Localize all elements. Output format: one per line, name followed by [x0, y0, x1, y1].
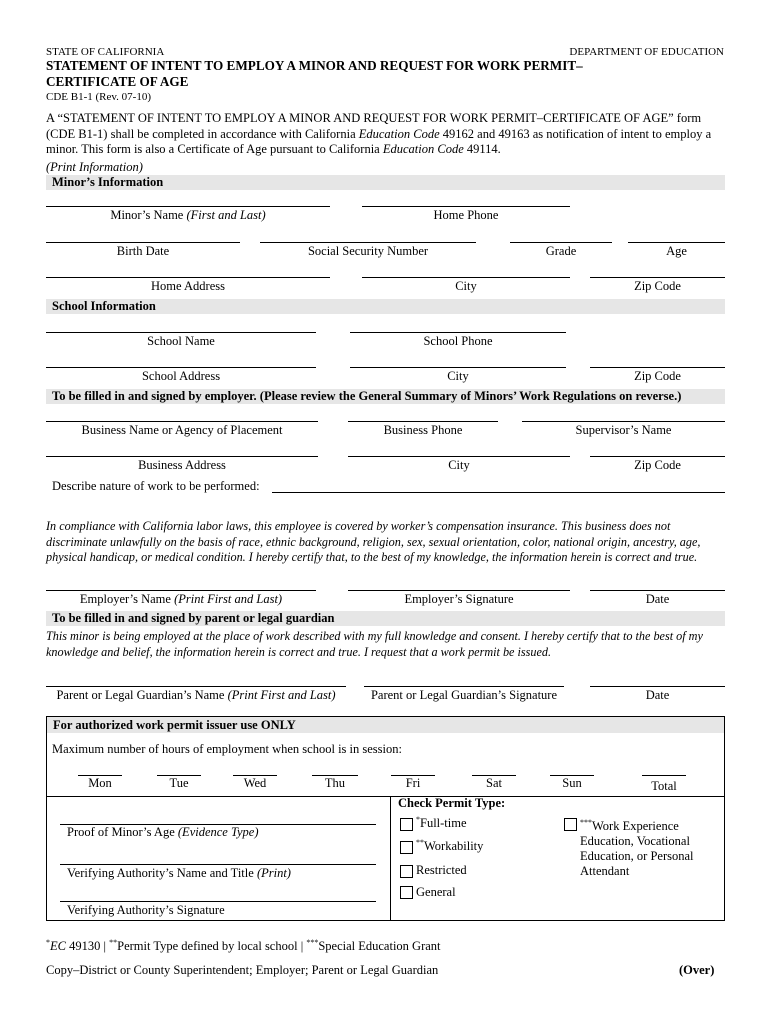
- home-phone-field[interactable]: [362, 206, 570, 207]
- school-city-field[interactable]: [350, 367, 566, 368]
- restricted-label: Restricted: [416, 863, 467, 877]
- general-label: General: [416, 885, 456, 899]
- business-city-label: City: [448, 458, 470, 472]
- workability-label: **Workability: [416, 838, 484, 854]
- business-name-field[interactable]: [46, 421, 318, 422]
- home-phone-label: Home Phone: [433, 208, 499, 222]
- compliance-statement: In compliance with California labor laws, this employee is covered by worker’s compensation insurance. This business does not discriminate unlawfully on the basis of race, ethnic background, religion, sex, sexual orientation, color, national origin, ancestry, age, physical handicap, or medical condition. I hereby certify that, to the best of my knowledge, the information herein is correct and true.: [46, 519, 701, 564]
- guardian-consent-statement: This minor is being employed at the place of work described with my full knowledge and consent. I hereby certify that to the best of my knowledge and belief, the information herein is correct and true. I request that a work permit be issued.: [46, 629, 703, 659]
- employer-section-header: To be filled in and signed by employer. (Please review the General Summary of Minors’ Work Regulations on reverse.): [46, 389, 725, 404]
- school-phone-field[interactable]: [350, 332, 566, 333]
- minor-zip-label: Zip Code: [634, 279, 681, 293]
- minor-info-header: Minor’s Information: [46, 175, 725, 190]
- minor-city-field[interactable]: [362, 277, 570, 278]
- copy-distribution-note: Copy–District or County Superintendent; Employer; Parent or Legal Guardian: [46, 963, 439, 977]
- workability-checkbox[interactable]: [400, 841, 413, 854]
- employer-signature-label: Employer’s Signature: [404, 592, 514, 606]
- ssn-field[interactable]: [260, 242, 476, 243]
- work-experience-checkbox[interactable]: [564, 818, 577, 831]
- guardian-name-label: Parent or Legal Guardian’s Name (Print First and Last): [56, 688, 336, 702]
- minor-city-label: City: [455, 279, 477, 293]
- business-name-label: Business Name or Agency of Placement: [81, 423, 283, 437]
- age-field[interactable]: [628, 242, 725, 243]
- restricted-checkbox[interactable]: [400, 865, 413, 878]
- birth-date-field[interactable]: [46, 242, 240, 243]
- business-address-label: Business Address: [138, 458, 226, 472]
- school-zip-label: Zip Code: [634, 369, 681, 383]
- age-label: Age: [666, 244, 687, 258]
- school-name-label: School Name: [147, 334, 215, 348]
- verifier-name-label: Verifying Authority’s Name and Title (Print): [67, 866, 291, 880]
- verifier-name-field[interactable]: [60, 864, 376, 865]
- supervisor-name-label: Supervisor’s Name: [575, 423, 672, 437]
- print-information-note: (Print Information): [46, 160, 143, 174]
- guardian-name-field[interactable]: [46, 686, 346, 687]
- minor-name-field[interactable]: [46, 206, 330, 207]
- employer-name-label: Employer’s Name (Print First and Last): [79, 592, 283, 606]
- form-number: CDE B1-1 (Rev. 07-10): [46, 91, 151, 103]
- home-address-field[interactable]: [46, 277, 330, 278]
- school-address-field[interactable]: [46, 367, 316, 368]
- business-address-field[interactable]: [46, 456, 318, 457]
- total-label: Total: [651, 779, 677, 793]
- business-zip-label: Zip Code: [634, 458, 681, 472]
- max-hours-label: Maximum number of hours of employment when school is in session:: [52, 742, 402, 756]
- grade-label: Grade: [545, 244, 577, 258]
- business-city-field[interactable]: [348, 456, 570, 457]
- issuer-box-header: For authorized work permit issuer use ONLY: [47, 717, 724, 733]
- over-indicator: (Over): [679, 963, 715, 977]
- employer-signature-field[interactable]: [348, 590, 570, 591]
- business-zip-field[interactable]: [590, 456, 725, 457]
- fulltime-checkbox[interactable]: [400, 818, 413, 831]
- ssn-label: Social Security Number: [307, 244, 429, 258]
- guardian-date-label: Date: [645, 688, 670, 702]
- issuer-box-divider: [46, 796, 724, 797]
- day-label-wed: Wed: [243, 776, 267, 790]
- guardian-signature-field[interactable]: [364, 686, 564, 687]
- proof-of-age-label: Proof of Minor’s Age (Evidence Type): [67, 825, 259, 839]
- business-phone-label: Business Phone: [383, 423, 463, 437]
- guardian-signature-label: Parent or Legal Guardian’s Signature: [370, 688, 558, 702]
- school-address-label: School Address: [141, 369, 221, 383]
- guardian-section-header: To be filled in and signed by parent or legal guardian: [46, 611, 725, 626]
- home-address-label: Home Address: [151, 279, 225, 293]
- verifier-signature-label: Verifying Authority’s Signature: [67, 903, 225, 917]
- footnotes: *EC 49130 | **Permit Type defined by local school | ***Special Education Grant: [46, 938, 441, 954]
- minor-name-label: Minor’s Name (First and Last): [110, 208, 266, 222]
- school-zip-field[interactable]: [590, 367, 725, 368]
- work-experience-label: ***Work Experience Education, Vocational Education, or Personal Attendant: [580, 818, 694, 879]
- nature-of-work-field[interactable]: [272, 492, 725, 493]
- fulltime-label: *Full-time: [416, 815, 467, 831]
- day-label-tue: Tue: [169, 776, 189, 790]
- business-phone-field[interactable]: [348, 421, 498, 422]
- school-info-header: School Information: [46, 299, 725, 314]
- guardian-date-field[interactable]: [590, 686, 725, 687]
- birth-date-label: Birth Date: [116, 244, 170, 258]
- day-label-sun: Sun: [562, 776, 582, 790]
- verifier-signature-field[interactable]: [60, 901, 376, 902]
- nature-of-work-label: Describe nature of work to be performed:: [52, 479, 260, 493]
- school-city-label: City: [447, 369, 469, 383]
- total-hours-field[interactable]: [642, 775, 686, 776]
- day-label-thu: Thu: [324, 776, 346, 790]
- day-label-mon: Mon: [88, 776, 112, 790]
- employer-name-field[interactable]: [46, 590, 316, 591]
- minor-zip-field[interactable]: [590, 277, 725, 278]
- day-label-sat: Sat: [486, 776, 502, 790]
- grade-field[interactable]: [510, 242, 612, 243]
- form-title-line2: CERTIFICATE OF AGE: [46, 74, 189, 89]
- issuer-box-vertical-divider: [390, 796, 391, 920]
- day-label-fri: Fri: [405, 776, 421, 790]
- intro-paragraph: A “STATEMENT OF INTENT TO EMPLOY A MINOR AND REQUEST FOR WORK PERMIT–CERTIFICATE OF AGE” form (CDE B1-1) shall be completed in accordance with California Education Code 49162 and 49163 as notification of intent to employ a minor. This form is also a Certificate of Age pursuant to California Education Code 49114.: [46, 111, 712, 156]
- general-checkbox[interactable]: [400, 886, 413, 899]
- state-label: STATE OF CALIFORNIA: [46, 46, 165, 58]
- employer-date-label: Date: [645, 592, 670, 606]
- department-label: DEPARTMENT OF EDUCATION: [569, 46, 724, 58]
- employer-date-field[interactable]: [590, 590, 725, 591]
- form-title-line1: STATEMENT OF INTENT TO EMPLOY A MINOR AND REQUEST FOR WORK PERMIT–: [46, 58, 583, 73]
- supervisor-name-field[interactable]: [522, 421, 725, 422]
- check-permit-type-heading: Check Permit Type:: [398, 796, 506, 810]
- school-name-field[interactable]: [46, 332, 316, 333]
- school-phone-label: School Phone: [423, 334, 493, 348]
